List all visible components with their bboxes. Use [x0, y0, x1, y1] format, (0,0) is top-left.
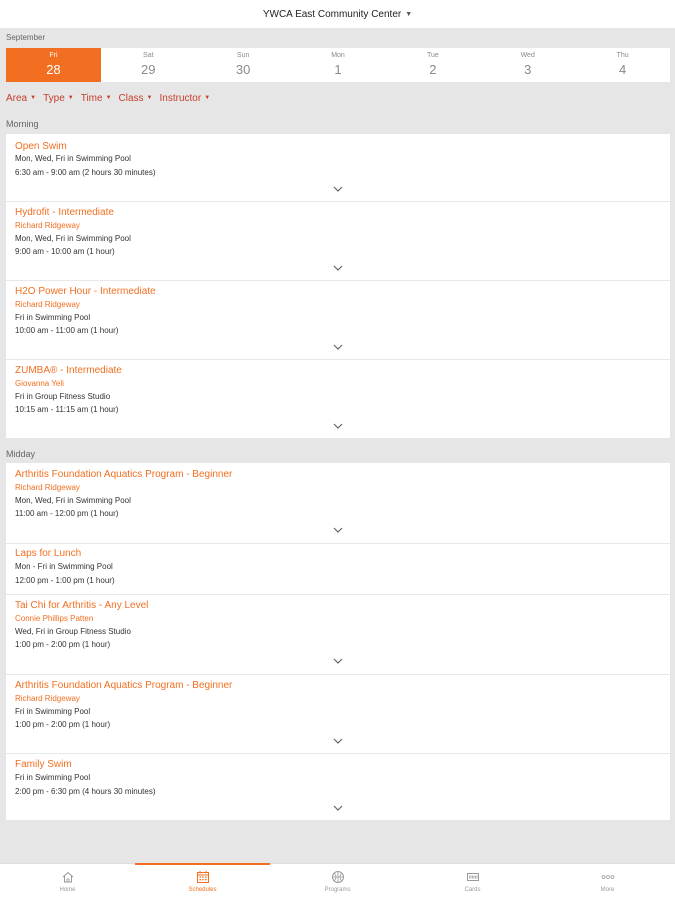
day-wed-3[interactable] — [480, 48, 575, 82]
month-label: September — [6, 33, 46, 42]
day-number: 1 — [334, 62, 342, 77]
tab-more[interactable] — [540, 864, 675, 900]
day-name: Sun — [236, 52, 250, 59]
filter-area[interactable] — [6, 93, 36, 104]
class-time: 6:30 am - 9:00 am (2 hours 30 minutes) — [15, 168, 156, 177]
class-days: Fri in Swimming Pool — [15, 313, 91, 322]
tab-label: Cards — [464, 887, 481, 893]
day-number: 2 — [429, 62, 437, 77]
day-number: 30 — [235, 62, 251, 77]
filter-instructor[interactable] — [160, 93, 211, 104]
class-item[interactable] — [6, 360, 670, 438]
filter-label: Time — [80, 93, 103, 104]
day-tue-2[interactable] — [385, 48, 480, 82]
day-name: Fri — [49, 52, 58, 59]
tab-label: More — [600, 887, 615, 893]
day-number: 28 — [46, 62, 61, 77]
more-icon — [601, 870, 615, 884]
day-name: Thu — [616, 52, 629, 59]
chevron-down-icon: ▼ — [67, 95, 74, 102]
day-name: Tue — [426, 52, 439, 59]
location-title: YWCA East Community Center — [262, 8, 402, 20]
class-instructor[interactable]: Giovanna Yeli — [15, 379, 64, 388]
filter-label: Type — [43, 93, 65, 104]
day-mon-1[interactable] — [291, 48, 386, 82]
class-days: Mon, Wed, Fri in Swimming Pool — [15, 154, 131, 163]
class-days: Fri in Swimming Pool — [15, 773, 91, 782]
expand-chevron-icon[interactable] — [333, 184, 343, 194]
class-instructor[interactable]: Connie Phillips Patten — [15, 614, 94, 623]
filter-type[interactable] — [43, 93, 74, 104]
filter-label: Instructor — [159, 93, 202, 104]
chevron-down-icon: ▼ — [30, 95, 37, 102]
expand-chevron-icon[interactable] — [333, 736, 343, 746]
basketball-icon — [331, 870, 345, 884]
class-title: Laps for Lunch — [15, 548, 82, 559]
midday-class-list — [6, 463, 670, 820]
class-title: ZUMBA® - Intermediate — [15, 365, 122, 376]
class-days: Mon, Wed, Fri in Swimming Pool — [15, 496, 131, 505]
day-name: Mon — [331, 52, 345, 59]
class-time: 2:00 pm - 6:30 pm (4 hours 30 minutes) — [15, 787, 156, 796]
tab-programs[interactable] — [270, 864, 405, 900]
day-sat-29[interactable] — [101, 48, 196, 82]
class-title: Arthritis Foundation Aquatics Program - Beginner — [15, 680, 233, 691]
class-instructor[interactable]: Richard Ridgeway — [15, 694, 80, 703]
class-instructor[interactable]: Richard Ridgeway — [15, 221, 80, 230]
class-item[interactable] — [6, 202, 670, 281]
class-time: 10:15 am - 11:15 am (1 hour) — [15, 405, 119, 414]
class-item[interactable] — [6, 134, 670, 202]
class-days: Fri in Group Fitness Studio — [15, 392, 111, 401]
class-days: Mon - Fri in Swimming Pool — [15, 562, 113, 571]
expand-chevron-icon[interactable] — [333, 525, 343, 535]
class-title: Open Swim — [15, 141, 67, 152]
filter-label: Area — [6, 93, 28, 104]
tab-home[interactable] — [0, 864, 135, 900]
tab-label: Schedules — [188, 887, 217, 893]
calendar-icon — [196, 870, 210, 884]
tab-schedules[interactable] — [135, 864, 270, 900]
tab-label: Home — [59, 887, 76, 893]
day-name: Sat — [143, 52, 154, 59]
tab-cards[interactable] — [405, 864, 540, 900]
day-number: 4 — [618, 62, 627, 77]
class-item[interactable] — [6, 463, 670, 544]
class-time: 1:00 pm - 2:00 pm (1 hour) — [15, 640, 111, 649]
day-number: 3 — [524, 62, 532, 77]
day-fri-28[interactable] — [6, 48, 101, 82]
class-time: 12:00 pm - 1:00 pm (1 hour) — [15, 576, 115, 585]
class-days: Fri in Swimming Pool — [15, 707, 91, 716]
class-time: 10:00 am - 11:00 am (1 hour) — [15, 326, 119, 335]
section-label-midday: Midday — [6, 449, 36, 459]
filter-label: Class — [118, 93, 144, 104]
morning-class-list — [6, 134, 670, 438]
class-time: 11:00 am - 12:00 pm (1 hour) — [15, 509, 119, 518]
filter-time[interactable] — [81, 93, 112, 104]
expand-chevron-icon[interactable] — [333, 342, 343, 352]
chevron-down-icon: ▼ — [105, 95, 112, 102]
chevron-down-icon: ▼ — [405, 10, 413, 18]
class-title: H2O Power Hour - Intermediate — [15, 286, 156, 297]
day-number: 29 — [141, 62, 156, 77]
class-days: Wed, Fri in Group Fitness Studio — [15, 627, 131, 636]
class-title: Arthritis Foundation Aquatics Program - Beginner — [15, 469, 233, 480]
class-instructor[interactable]: Richard Ridgeway — [15, 300, 80, 309]
day-picker — [6, 48, 670, 82]
expand-chevron-icon[interactable] — [333, 263, 343, 273]
day-name: Wed — [520, 52, 535, 59]
class-days: Mon, Wed, Fri in Swimming Pool — [15, 234, 131, 243]
chevron-down-icon: ▼ — [204, 95, 211, 102]
class-item[interactable] — [6, 595, 670, 675]
filter-class[interactable] — [119, 93, 153, 104]
section-label-morning: Morning — [6, 119, 39, 129]
filter-bar — [6, 93, 210, 104]
home-icon — [61, 870, 75, 884]
expand-chevron-icon[interactable] — [333, 656, 343, 666]
expand-chevron-icon[interactable] — [333, 421, 343, 431]
class-item[interactable] — [6, 544, 670, 595]
chevron-down-icon: ▼ — [146, 95, 153, 102]
class-title: Family Swim — [15, 759, 72, 770]
card-icon — [466, 870, 480, 884]
day-sun-30[interactable] — [196, 48, 291, 82]
tab-label: Programs — [324, 887, 351, 893]
class-instructor[interactable]: Richard Ridgeway — [15, 483, 80, 492]
class-title: Hydrofit - Intermediate — [15, 207, 114, 218]
class-item[interactable] — [6, 754, 670, 820]
day-thu-4[interactable] — [575, 48, 670, 82]
class-time: 9:00 am - 10:00 am (1 hour) — [15, 247, 115, 256]
tab-bar — [0, 863, 675, 900]
class-title: Tai Chi for Arthritis - Any Level — [15, 600, 149, 611]
class-item[interactable] — [6, 675, 670, 754]
class-time: 1:00 pm - 2:00 pm (1 hour) — [15, 720, 111, 729]
location-selector[interactable] — [0, 0, 675, 28]
class-item[interactable] — [6, 281, 670, 360]
expand-chevron-icon[interactable] — [333, 803, 343, 813]
